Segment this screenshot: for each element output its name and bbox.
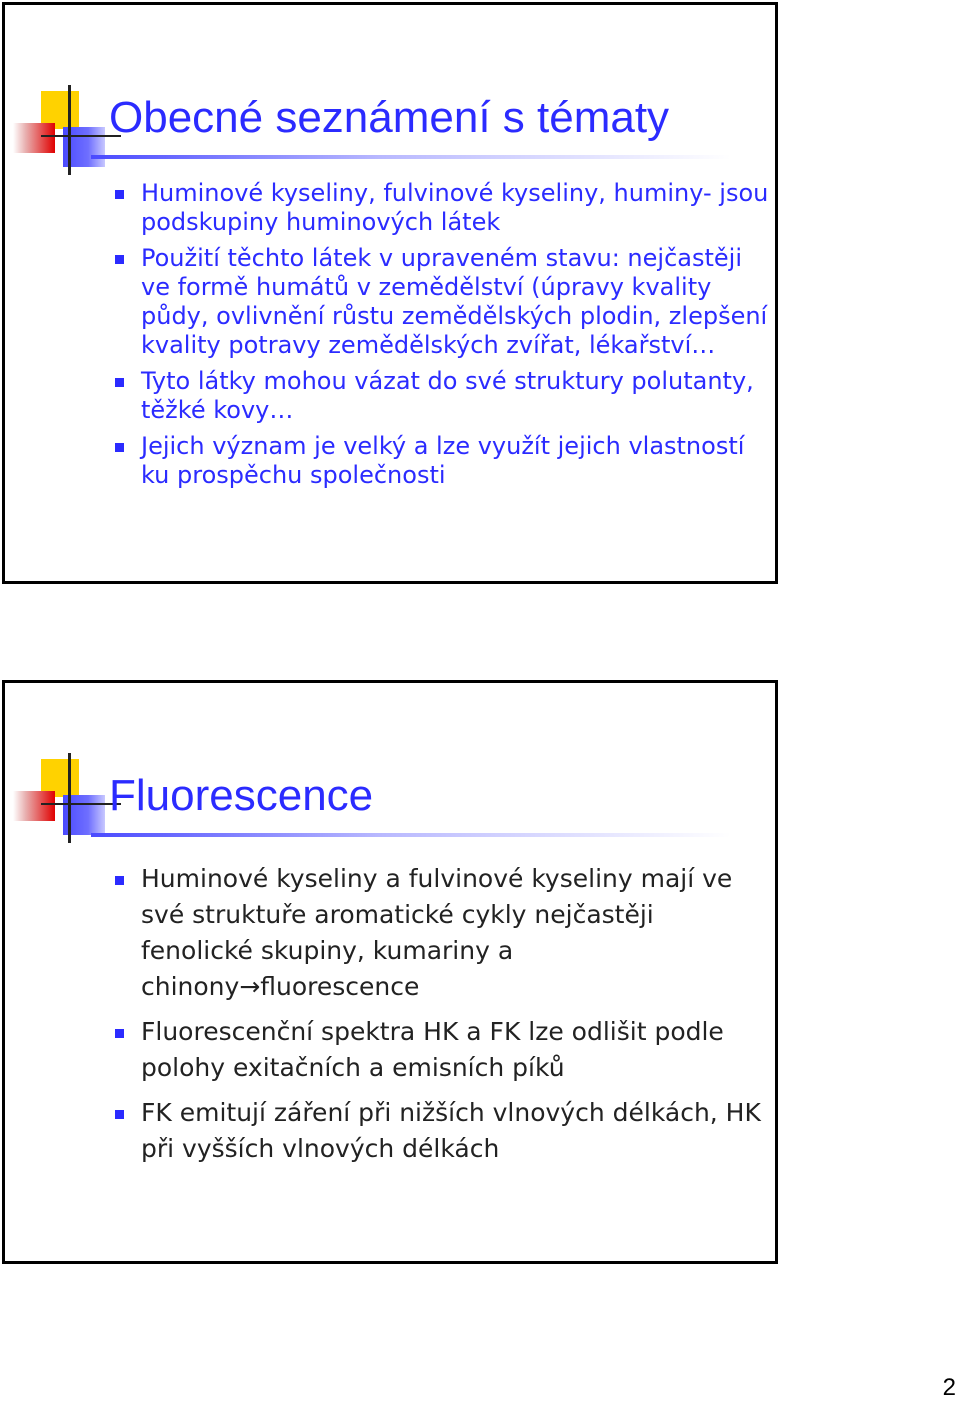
bullet-item [111, 1014, 771, 1086]
bullet-item [111, 861, 771, 1005]
slide-1 [2, 2, 778, 584]
slide-title: Fluorescence [109, 771, 374, 820]
bullet-text: FK emitují záření při nižších vlnových délkách, HK při vyšších vlnových délkách [141, 1098, 761, 1163]
square-bullet-icon [115, 1110, 124, 1119]
bullet-text: Použití těchto látek v upraveném stavu: nejčastěji ve formě humátů v zemědělství (úpravy kvality půdy, ovlivnění růstu zemědělských plodin, zlepšení kvality potravy zemědělských zvířat, lékařství… [141, 244, 768, 359]
bullet-item [111, 1095, 771, 1167]
bullet-text: Jejich význam je velký a lze využít jejich vlastností ku prospěchu společnosti [141, 432, 745, 489]
page-number: 2 [942, 1374, 956, 1401]
bullet-list [111, 179, 771, 497]
square-bullet-icon [115, 378, 124, 387]
square-bullet-icon [115, 255, 124, 264]
slide-2 [2, 680, 778, 1264]
square-bullet-icon [115, 876, 124, 885]
title-underline [91, 155, 731, 159]
bullet-list [111, 861, 771, 1176]
slide-logo-icon [13, 91, 113, 181]
slide-title: Obecné seznámení s tématy [109, 93, 670, 142]
square-bullet-icon [115, 443, 124, 452]
bullet-item [111, 244, 771, 360]
bullet-item [111, 179, 771, 237]
square-bullet-icon [115, 1029, 124, 1038]
title-underline [91, 833, 731, 837]
bullet-item [111, 432, 771, 490]
bullet-text: Huminové kyseliny, fulvinové kyseliny, huminy- jsou podskupiny huminových látek [141, 179, 769, 236]
bullet-text: Tyto látky mohou vázat do své struktury polutanty, těžké kovy… [141, 367, 754, 424]
bullet-item [111, 367, 771, 425]
bullet-text: Huminové kyseliny a fulvinové kyseliny mají ve své struktuře aromatické cykly nejčastěji fenolické skupiny, kumariny a chinony→fluorescence [141, 864, 733, 1001]
bullet-text: Fluorescenční spektra HK a FK lze odlišit podle polohy exitačních a emisních píků [141, 1017, 724, 1082]
square-bullet-icon [115, 190, 124, 199]
